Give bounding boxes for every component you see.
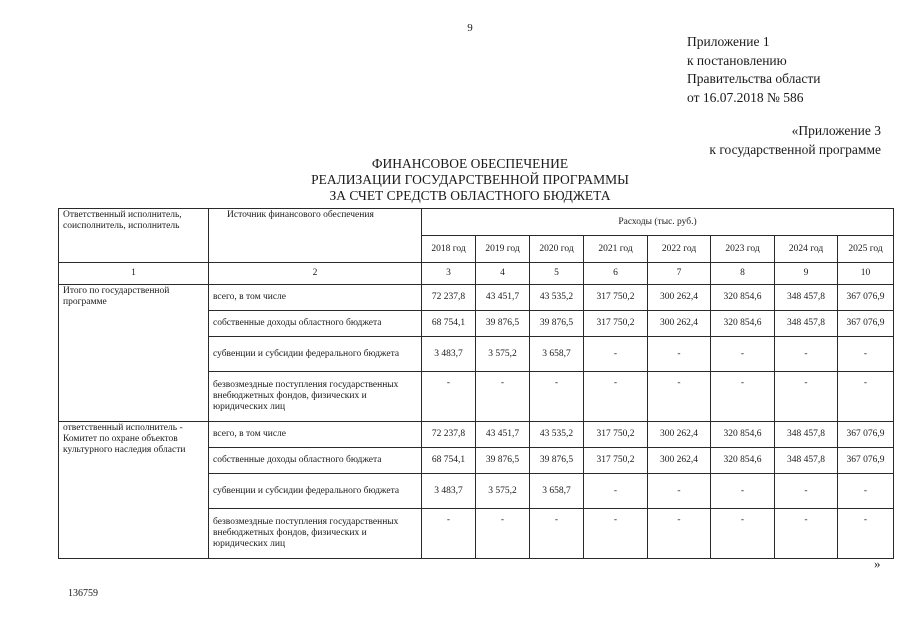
document-title <box>250 156 690 204</box>
header-year: 2020 год <box>530 236 584 263</box>
value-cell: - <box>584 474 648 509</box>
appendix-block <box>687 33 820 107</box>
value-cell: 72 237,8 <box>422 422 476 448</box>
value-cell: - <box>775 509 838 559</box>
value-cell: 348 457,8 <box>775 311 838 337</box>
source-cell: безвозмездные поступления государственных внебюджетных фондов, физических и юридических лиц <box>209 509 422 559</box>
column-number: 5 <box>530 263 584 285</box>
column-number: 10 <box>838 263 894 285</box>
value-cell: - <box>838 474 894 509</box>
value-cell: - <box>584 509 648 559</box>
header-year: 2021 год <box>584 236 648 263</box>
value-cell: 317 750,2 <box>584 448 648 474</box>
value-cell: 3 658,7 <box>530 337 584 372</box>
value-cell: - <box>711 474 775 509</box>
value-cell: 317 750,2 <box>584 422 648 448</box>
value-cell: 3 575,2 <box>476 474 530 509</box>
value-cell: 300 262,4 <box>648 448 711 474</box>
source-cell: субвенции и субсидии федерального бюджета <box>209 337 422 372</box>
column-number: 2 <box>209 263 422 285</box>
appendix-line: от 16.07.2018 № 586 <box>687 89 804 105</box>
value-cell: - <box>711 509 775 559</box>
value-cell: 367 076,9 <box>838 448 894 474</box>
value-cell: 317 750,2 <box>584 311 648 337</box>
value-cell: - <box>838 372 894 422</box>
value-cell: - <box>775 372 838 422</box>
value-cell: - <box>422 372 476 422</box>
value-cell: 39 876,5 <box>476 311 530 337</box>
value-cell: 43 451,7 <box>476 422 530 448</box>
value-cell: 320 854,6 <box>711 285 775 311</box>
value-cell: - <box>648 372 711 422</box>
appendix-line: Правительства области <box>687 71 821 86</box>
title-line: РЕАЛИЗАЦИИ ГОСУДАРСТВЕННОЙ ПРОГРАММЫ <box>311 172 629 187</box>
appendix-ref-line: к государственной программе <box>709 141 881 157</box>
value-cell: 348 457,8 <box>775 422 838 448</box>
source-cell: всего, в том числе <box>209 285 422 311</box>
value-cell: 39 876,5 <box>530 311 584 337</box>
appendix-line: к постановлению <box>687 52 787 68</box>
value-cell: - <box>648 474 711 509</box>
value-cell: 43 535,2 <box>530 422 584 448</box>
source-cell: собственные доходы областного бюджета <box>209 448 422 474</box>
value-cell: 367 076,9 <box>838 311 894 337</box>
document-code: 136759 <box>68 588 98 599</box>
value-cell: 3 483,7 <box>422 474 476 509</box>
source-cell: всего, в том числе <box>209 422 422 448</box>
value-cell: - <box>775 337 838 372</box>
value-cell: - <box>775 474 838 509</box>
value-cell: - <box>648 509 711 559</box>
header-source: Источник финансового обеспечения <box>209 209 422 263</box>
column-number: 4 <box>476 263 530 285</box>
value-cell: - <box>584 372 648 422</box>
value-cell: 68 754,1 <box>422 448 476 474</box>
value-cell: 317 750,2 <box>584 285 648 311</box>
value-cell: 3 483,7 <box>422 337 476 372</box>
table-row <box>59 422 894 448</box>
table-row <box>59 285 894 311</box>
column-number: 3 <box>422 263 476 285</box>
header-executor: Ответственный исполнитель, соисполнитель, исполнитель <box>59 209 209 263</box>
appendix-line: Приложение 1 <box>687 34 770 49</box>
source-cell: субвенции и субсидии федерального бюджета <box>209 474 422 509</box>
value-cell: - <box>838 337 894 372</box>
source-cell: безвозмездные поступления государственных внебюджетных фондов, физических и юридических лиц <box>209 372 422 422</box>
value-cell: 367 076,9 <box>838 285 894 311</box>
financing-table <box>58 208 894 559</box>
value-cell: - <box>711 372 775 422</box>
value-cell: 3 575,2 <box>476 337 530 372</box>
value-cell: - <box>530 509 584 559</box>
header-year: 2024 год <box>775 236 838 263</box>
value-cell: 68 754,1 <box>422 311 476 337</box>
value-cell: 300 262,4 <box>648 285 711 311</box>
value-cell: - <box>584 337 648 372</box>
value-cell: 320 854,6 <box>711 448 775 474</box>
value-cell: - <box>648 337 711 372</box>
source-cell: собственные доходы областного бюджета <box>209 311 422 337</box>
value-cell: - <box>530 372 584 422</box>
column-number: 8 <box>711 263 775 285</box>
value-cell: - <box>711 337 775 372</box>
header-year: 2023 год <box>711 236 775 263</box>
value-cell: 39 876,5 <box>530 448 584 474</box>
header-year: 2019 год <box>476 236 530 263</box>
value-cell: 348 457,8 <box>775 285 838 311</box>
closing-quote: » <box>874 556 881 571</box>
column-number: 9 <box>775 263 838 285</box>
value-cell: - <box>476 372 530 422</box>
value-cell: - <box>422 509 476 559</box>
executor-cell: Итого по государственной программе <box>59 285 209 422</box>
column-number: 1 <box>59 263 209 285</box>
value-cell: 300 262,4 <box>648 311 711 337</box>
title-line: ЗА СЧЕТ СРЕДСТВ ОБЛАСТНОГО БЮДЖЕТА <box>329 188 611 203</box>
value-cell: 43 451,7 <box>476 285 530 311</box>
appendix-ref-line: «Приложение 3 <box>791 123 881 138</box>
value-cell: 3 658,7 <box>530 474 584 509</box>
value-cell: 300 262,4 <box>648 422 711 448</box>
column-number: 6 <box>584 263 648 285</box>
header-year: 2018 год <box>422 236 476 263</box>
title-line: ФИНАНСОВОЕ ОБЕСПЕЧЕНИЕ <box>371 156 569 171</box>
column-number: 7 <box>648 263 711 285</box>
value-cell: 43 535,2 <box>530 285 584 311</box>
header-expenses: Расходы (тыс. руб.) <box>422 209 894 236</box>
value-cell: - <box>476 509 530 559</box>
header-year: 2025 год <box>838 236 894 263</box>
value-cell: 348 457,8 <box>775 448 838 474</box>
value-cell: 72 237,8 <box>422 285 476 311</box>
executor-cell: ответственный исполнитель - Комитет по охране объектов культурного наследия области <box>59 422 209 559</box>
value-cell: 367 076,9 <box>838 422 894 448</box>
value-cell: 39 876,5 <box>476 448 530 474</box>
value-cell: - <box>838 509 894 559</box>
header-year: 2022 год <box>648 236 711 263</box>
page-number: 9 <box>467 22 473 34</box>
value-cell: 320 854,6 <box>711 311 775 337</box>
value-cell: 320 854,6 <box>711 422 775 448</box>
appendix-reference <box>640 122 881 159</box>
